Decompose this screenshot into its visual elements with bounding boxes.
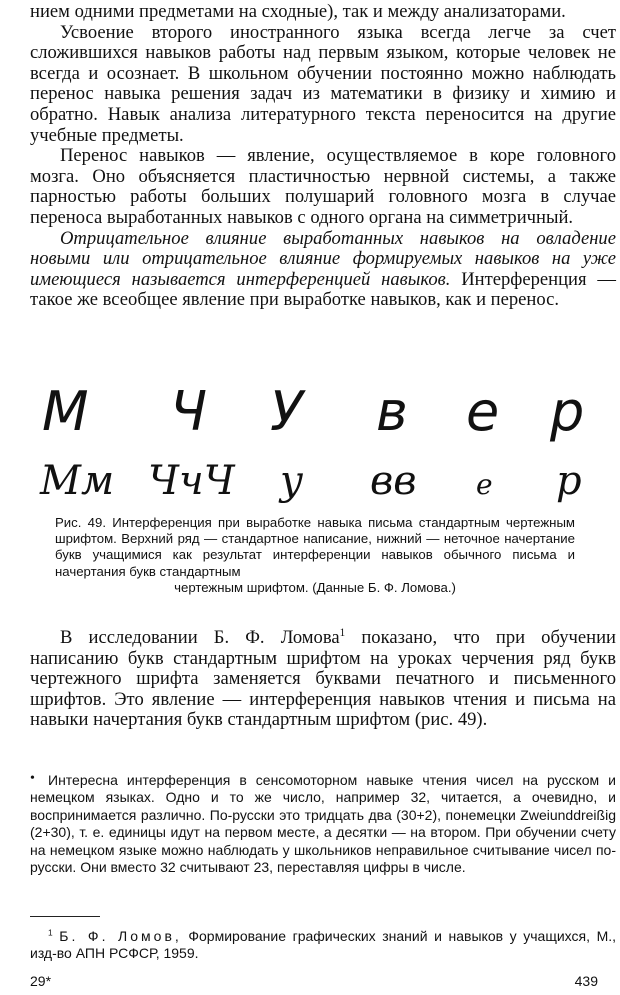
handwritten-letter: р	[556, 458, 582, 503]
paragraph-lomov-study	[30, 628, 616, 731]
handwritten-letter: Мм	[40, 458, 115, 503]
page-number: 439	[574, 973, 598, 989]
footnote-divider	[30, 916, 100, 917]
footnote-reference: 1	[339, 626, 346, 639]
top-text-block	[30, 2, 616, 311]
lomov-study-text-start: В исследовании Б. Ф. Ломова	[60, 627, 340, 648]
handwritten-letter: ЧчЧ	[148, 458, 235, 503]
standard-letter: У	[270, 380, 303, 443]
figure-caption	[55, 515, 575, 596]
footnote	[30, 928, 616, 963]
footnote-text: Формирование графических знаний и навыков у учащихся, М., изд-во АПН РСФСР, 1959.	[30, 928, 617, 962]
interference-definition-italic: Отрицательное влияние выработанных навыков на овладение новыми или отрицательное влияние формируемых навыков на уже имеющиеся называется интерференцией навыков.	[30, 227, 616, 290]
paragraph-transfer-cortex: Перенос навыков — явление, осуществляемое в коре головного мозга. Оно объясняется пластичностью нервной системы, а также парностью работы больших полушарий головного мозга в случае переноса выработанных навыков с одного органа на симметричный.	[30, 145, 616, 228]
handwritten-letter: е	[476, 468, 493, 501]
interference-definition-normal: Интерференция — такое же всеобщее явление при выработке навыков, как и перенос.	[30, 268, 616, 311]
footnote-author: Б. Ф. Ломов,	[59, 928, 182, 944]
middle-text-block	[30, 628, 616, 731]
footnote-mark: 1	[48, 927, 53, 938]
figure-49-drawing	[30, 378, 600, 503]
paragraph-second-language: Усвоение второго иностранного языка всегда легче за счет сложившихся навыков работы над первым языком, которые человек не всегда и осознает. В школьном обучении постоянно можно наблюдать перенос навыка решения задач из математики в физику и химию и обратно. Навык анализа литературного текста переносится на другие учебные предметы.	[30, 21, 616, 146]
note-marker: •	[30, 771, 35, 786]
standard-letter: е	[466, 380, 500, 443]
note-number-reading: Интересна интерференция в сенсомоторном навыке чтения чисел на русском и немецком языках. Одно и то же число, например 32, читается, а очевидно, и воспринимается различно. По-русски это тридцать два (30+2), понемецки Zweiunddreißig (2+30), т. е. единицы идут на первом месте, а десятки — на втором. При обучении счету на немецком языке можно наблюдать у школьников неправильное считывание чисел по-русски. Они вместо 32 считывают 23, переставляя цифры в числе.	[30, 772, 616, 876]
standard-letter: р	[550, 380, 585, 443]
handwritten-letter: у	[280, 458, 304, 503]
standard-letter: Ч	[170, 380, 208, 443]
paragraph-interference-definition	[30, 229, 616, 311]
standard-letter: М	[42, 380, 89, 443]
figure-caption-last-line: чертежным шрифтом. (Данные Б. Ф. Ломова.)	[174, 579, 456, 595]
handwritten-letter: вв	[370, 458, 417, 503]
figure-49-letters	[30, 378, 600, 503]
signature-marker: 29*	[30, 973, 52, 989]
standard-letter: в	[376, 380, 408, 443]
paragraph-continuation: нием одними предметами на сходные), так и между анализаторами.	[30, 1, 566, 22]
figure-caption-text: Рис. 49. Интерференция при выработке навыка письма стандартным чертежным шрифтом. Верхний ряд — стандартное написание, нижний — неточное начертание букв учащимися как результат интерференции навыков обычного письма и начертания букв стандартным	[55, 515, 575, 579]
lomov-study-text-end: показано, что при обучении написанию букв стандартным шрифтом на уроках черчения ряд букв чертежного шрифта заменяется буквами печатного и письменного шрифтов. Это явление — интерференция навыков чтения и письма на навыки начертания букв стандартным шрифтом (рис. 49).	[30, 627, 616, 731]
